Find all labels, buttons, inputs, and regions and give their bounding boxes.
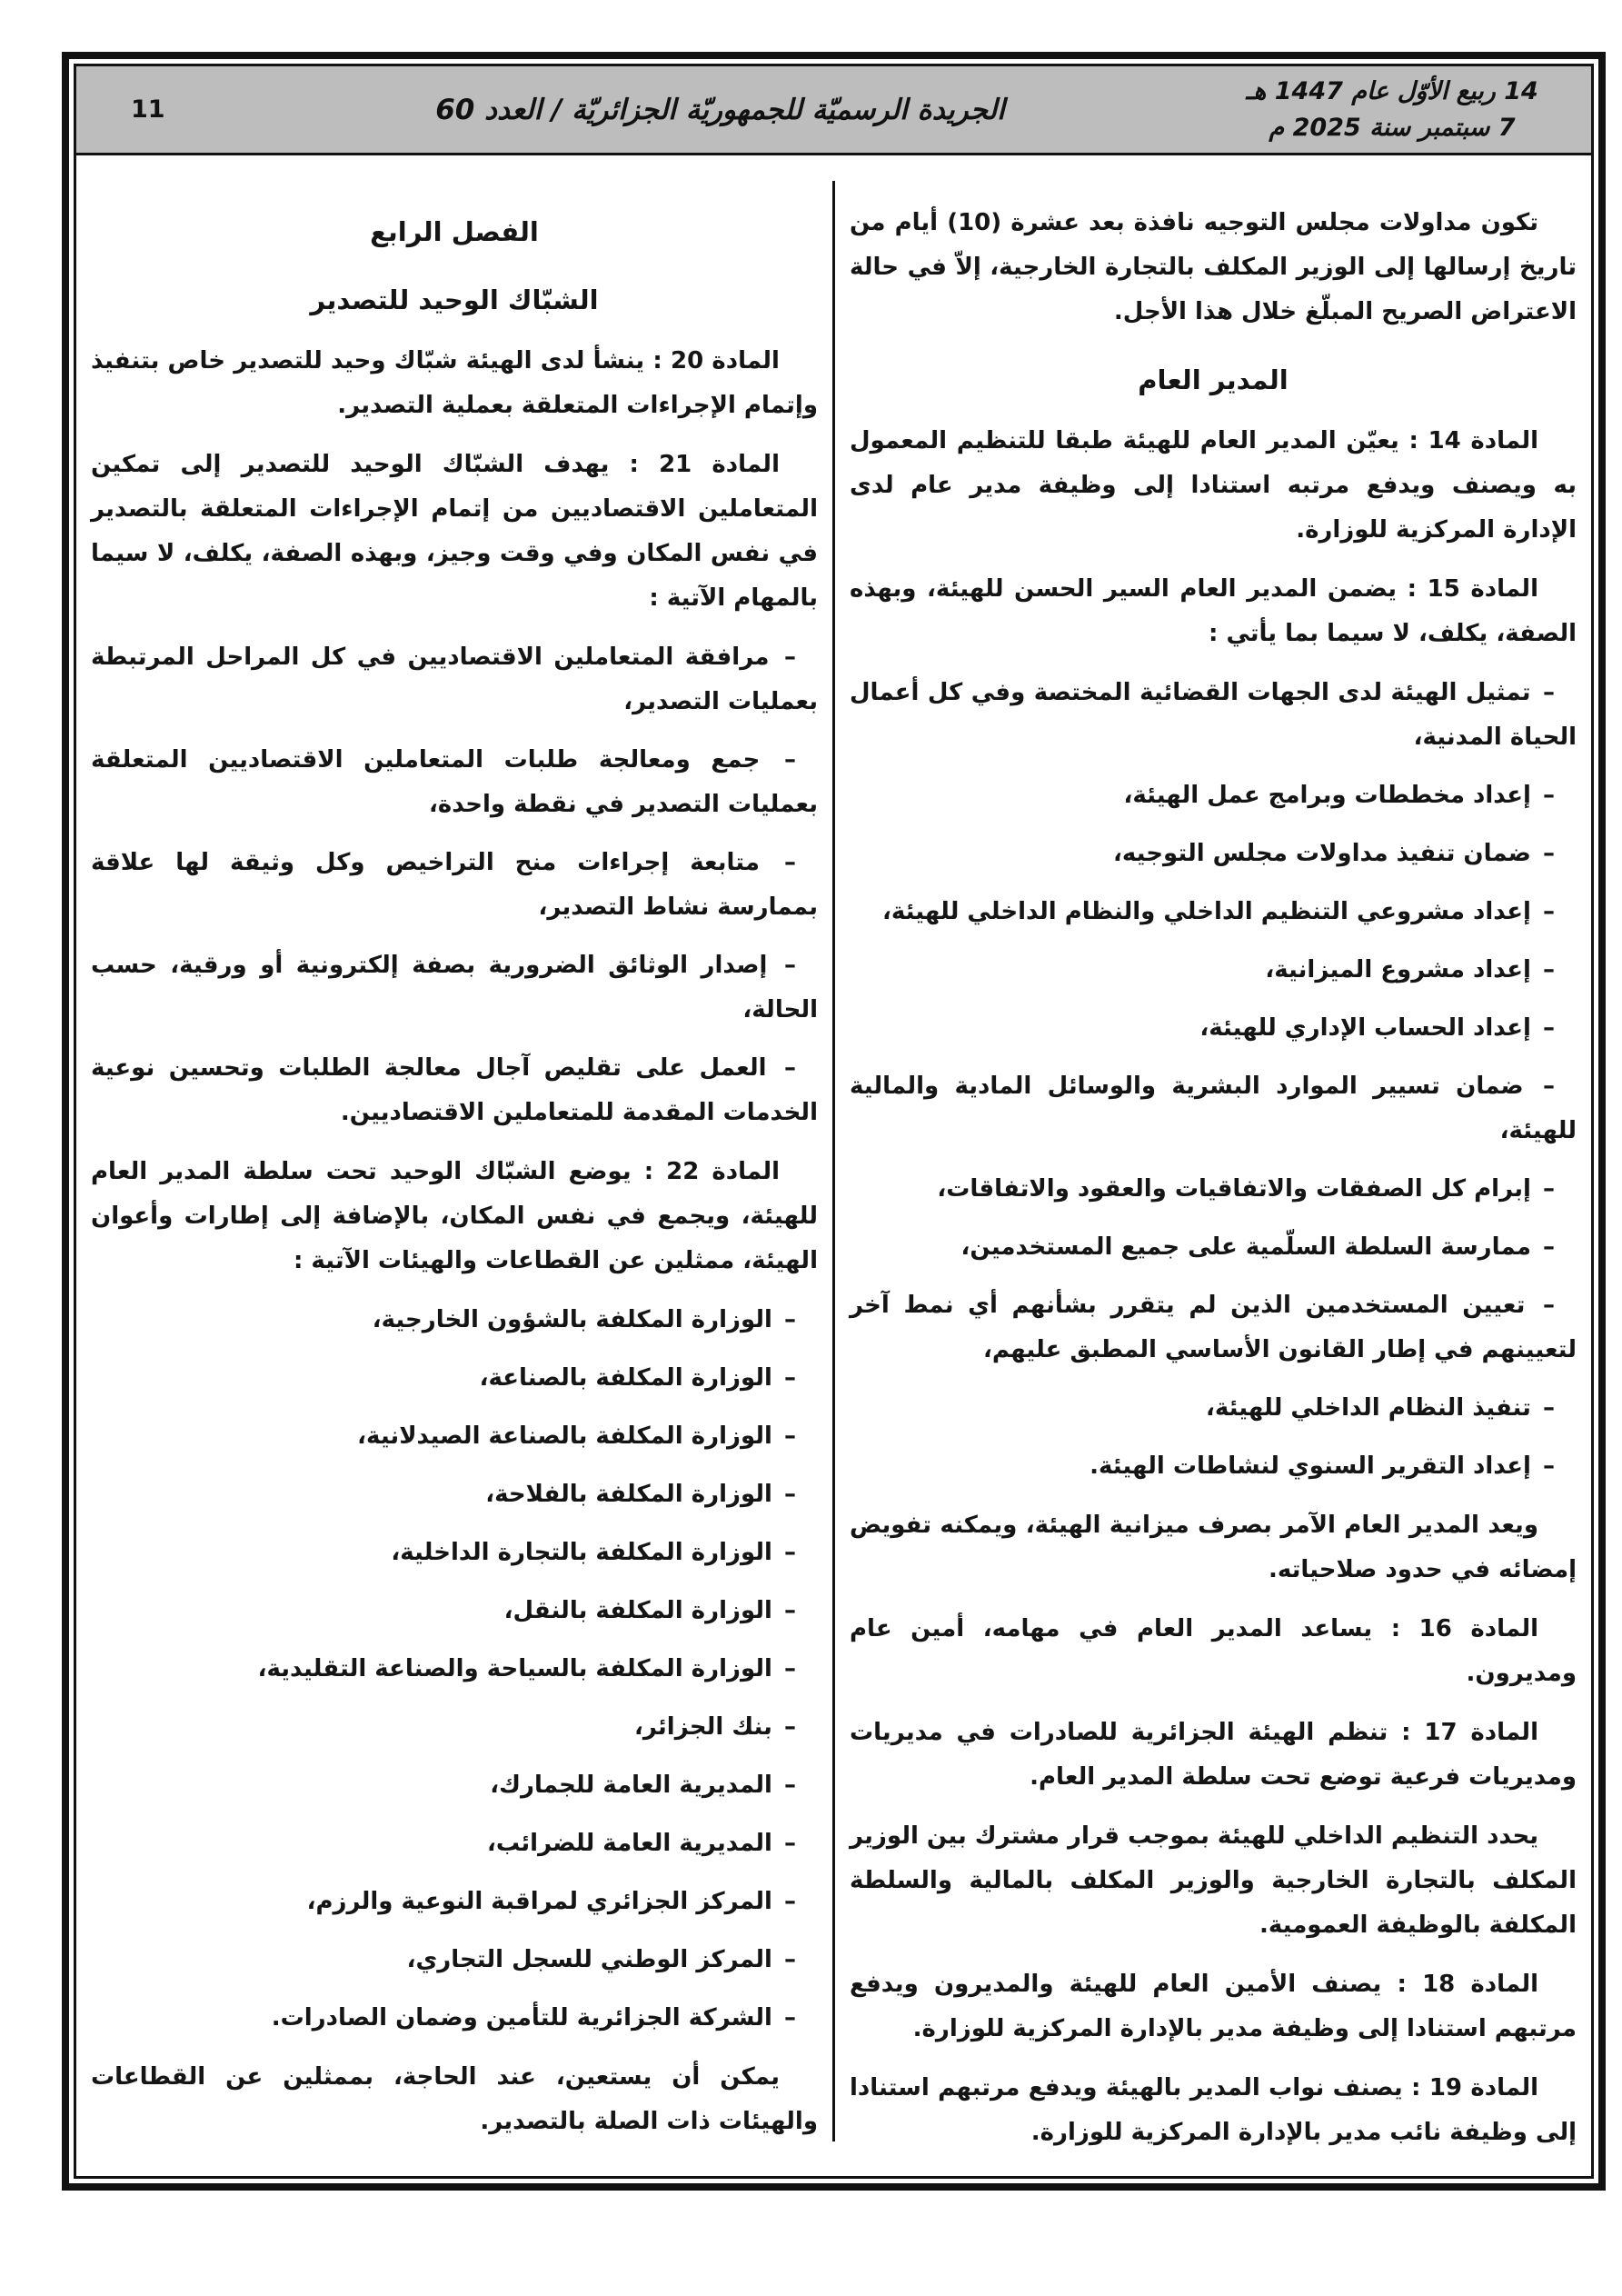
list-item bbox=[850, 1064, 1577, 1153]
article-text: يهدف الشبّاك الوحيد للتصدير إلى تمكين المتعاملين الاقتصاديين من إتمام الإجراءات المتعلقة بالتصدير في نفس المكان وفي وقت وجيز، وبهذه الصفة، يكلف، لا سيما بالمهام الآتية : bbox=[91, 451, 818, 612]
article-text: يوضع الشبّاك الوحيد تحت سلطة المدير العام للهيئة، ويجمع في نفس المكان، بالإضافة إلى إطارات وأعوان الهيئة، ممثلين عن القطاعات والهيئات الآتية : bbox=[91, 1158, 818, 1274]
article-number-label: المادة 22 : bbox=[643, 1158, 780, 1185]
dash-bullet: – bbox=[784, 1655, 796, 1682]
dash-bullet: – bbox=[784, 952, 796, 979]
article-number-label: المادة 19 : bbox=[1411, 2074, 1538, 2101]
list-item bbox=[850, 832, 1577, 876]
list-item bbox=[850, 890, 1577, 934]
dash-bullet: – bbox=[784, 1888, 796, 1915]
dash-bullet: – bbox=[1543, 1014, 1555, 1042]
list-item-text: إصدار الوثائق الضرورية بصفة إلكترونية أو ورقية، حسب الحالة، bbox=[91, 952, 818, 1023]
page-number: 11 bbox=[131, 95, 165, 124]
dash-bullet: – bbox=[784, 746, 796, 774]
article-paragraph bbox=[850, 1711, 1577, 1800]
dash-bullet: – bbox=[784, 1713, 796, 1741]
list-item bbox=[850, 1283, 1577, 1373]
list-item-text: الوزارة المكلفة بالشؤون الخارجية، bbox=[372, 1306, 772, 1333]
paragraph bbox=[850, 1814, 1577, 1948]
list-item bbox=[91, 1356, 818, 1401]
list-item bbox=[91, 1046, 818, 1135]
dash-bullet: – bbox=[1543, 1073, 1555, 1100]
list-item bbox=[850, 1225, 1577, 1270]
article-number-label: المادة 14 : bbox=[1408, 427, 1538, 454]
list-item bbox=[91, 1531, 818, 1575]
list-item-text: المركز الوطني للسجل التجاري، bbox=[406, 1946, 772, 1973]
list-item-text: المديرية العامة للضرائب، bbox=[487, 1830, 772, 1857]
section-heading-text: المدير العام bbox=[1138, 364, 1289, 395]
list-item bbox=[91, 1996, 818, 2041]
list-item bbox=[91, 1589, 818, 1633]
article-text: يعيّن المدير العام للهيئة طبقا للتنظيم المعمول به ويصنف ويدفع مرتبه استنادا إلى وظيفة مدير عام لدى الإدارة المركزية للوزارة. bbox=[850, 427, 1577, 544]
article-paragraph bbox=[850, 1607, 1577, 1696]
dash-bullet: – bbox=[1543, 679, 1555, 706]
dash-bullet: – bbox=[784, 1423, 796, 1450]
dash-bullet: – bbox=[784, 2004, 796, 2031]
journal-title: الجريدة الرسميّة للجمهوريّة الجزائريّة / العدد 60 bbox=[435, 93, 1005, 126]
masthead bbox=[76, 66, 1591, 155]
list-item-text: الشركة الجزائرية للتأمين وضمان الصادرات. bbox=[271, 2004, 772, 2031]
list-item-text: الوزارة المكلفة بالتجارة الداخلية، bbox=[391, 1539, 772, 1566]
dash-bullet: – bbox=[1543, 1452, 1555, 1480]
list-item-text: الوزارة المكلفة بالسياحة والصناعة التقليدية، bbox=[257, 1655, 772, 1682]
list-item-text: متابعة إجراءات منح التراخيص وكل وثيقة لها علاقة بممارسة نشاط التصدير، bbox=[91, 849, 818, 921]
dash-bullet: – bbox=[784, 1946, 796, 1973]
list-item-text: إعداد مخططات وبرامج عمل الهيئة، bbox=[1123, 782, 1531, 809]
article-text: يصنف نواب المدير بالهيئة ويدفع مرتبهم استنادا إلى وظيفة نائب مدير بالإدارة المركزية للوزارة. bbox=[850, 2074, 1577, 2146]
list-item-text: إعداد الحساب الإداري للهيئة، bbox=[1199, 1014, 1531, 1042]
date-gregorian: 7 سبتمبر سنة 2025 م bbox=[1269, 113, 1516, 142]
list-item bbox=[850, 774, 1577, 818]
section-heading bbox=[850, 358, 1577, 403]
page-body bbox=[76, 155, 1591, 2176]
list-item bbox=[850, 671, 1577, 760]
dash-bullet: – bbox=[784, 849, 796, 876]
list-item-text: المركز الجزائري لمراقبة النوعية والرزم، bbox=[306, 1888, 772, 1915]
article-paragraph bbox=[91, 1150, 818, 1283]
dash-bullet: – bbox=[784, 1306, 796, 1333]
dash-bullet: – bbox=[783, 644, 796, 671]
article-paragraph bbox=[850, 419, 1577, 553]
article-paragraph bbox=[91, 443, 818, 621]
list-item bbox=[850, 1167, 1577, 1212]
list-item-text: الوزارة المكلفة بالفلاحة، bbox=[485, 1481, 772, 1508]
list-item bbox=[850, 1006, 1577, 1051]
paragraph-text: تكون مداولات مجلس التوجيه نافذة بعد عشرة (10) أيام من تاريخ إرسالها إلى الوزير المكلف بالتجارة الخارجية، إلاّ في حالة الاعتراض الصريح المبلّغ خلال هذا الأجل. bbox=[850, 209, 1577, 325]
list-item bbox=[91, 738, 818, 827]
article-number-label: المادة 21 : bbox=[629, 451, 780, 478]
dash-bullet: – bbox=[784, 1481, 796, 1508]
list-item-text: ضمان تنفيذ مداولات مجلس التوجيه، bbox=[1113, 840, 1531, 867]
list-item bbox=[91, 1647, 818, 1692]
paragraph bbox=[850, 201, 1577, 334]
article-number-label: المادة 20 : bbox=[652, 347, 780, 374]
dash-bullet: – bbox=[1543, 1292, 1555, 1319]
dash-bullet: – bbox=[784, 1830, 796, 1857]
dash-bullet: – bbox=[1543, 898, 1555, 925]
article-paragraph bbox=[850, 567, 1577, 656]
list-item-text: الوزارة المكلفة بالصناعة الصيدلانية، bbox=[357, 1423, 772, 1450]
article-number-label: المادة 18 : bbox=[1397, 1971, 1538, 1998]
masthead-dates bbox=[1209, 74, 1591, 146]
dash-bullet: – bbox=[784, 1054, 796, 1082]
article-text: يصنف الأمين العام للهيئة والمديرون ويدفع مرتبهم استنادا إلى وظيفة مدير بالإدارة المركزية للوزارة. bbox=[850, 1971, 1577, 2042]
list-item bbox=[91, 1763, 818, 1808]
article-paragraph bbox=[850, 1962, 1577, 2051]
list-item bbox=[91, 1414, 818, 1459]
list-item-text: الوزارة المكلفة بالنقل، bbox=[503, 1597, 772, 1624]
paragraph-text: ويعد المدير العام الآمر بصرف ميزانية الهيئة، ويمكنه تفويض إمضائه في حدود صلاحياته. bbox=[850, 1512, 1577, 1583]
article-text: يساعد المدير العام في مهامه، أمين عام ومديرون. bbox=[850, 1615, 1577, 1687]
list-item bbox=[850, 948, 1577, 993]
list-item-text: إعداد التقرير السنوي لنشاطات الهيئة. bbox=[1090, 1452, 1531, 1480]
article-paragraph bbox=[850, 2066, 1577, 2155]
article-text: يضمن المدير العام السير الحسن للهيئة، وبهذه الصفة، يكلف، لا سيما بما يأتي : bbox=[850, 575, 1577, 647]
paragraph bbox=[850, 1503, 1577, 1592]
list-item-text: تمثيل الهيئة لدى الجهات القضائية المختصة وفي كل أعمال الحياة المدنية، bbox=[850, 679, 1577, 751]
list-item-text: مرافقة المتعاملين الاقتصاديين في كل المراحل المرتبطة بعمليات التصدير، bbox=[91, 644, 818, 715]
article-paragraph bbox=[91, 339, 818, 428]
list-item bbox=[91, 635, 818, 724]
list-item-text: جمع ومعالجة طلبات المتعاملين الاقتصاديين المتعلقة بعمليات التصدير في نقطة واحدة، bbox=[91, 746, 818, 818]
list-item bbox=[850, 1386, 1577, 1431]
column-left bbox=[76, 181, 832, 2176]
list-item-text: ممارسة السلطة السلّمية على جميع المستخدمين، bbox=[960, 1233, 1531, 1261]
dash-bullet: – bbox=[784, 1772, 796, 1799]
list-item bbox=[91, 943, 818, 1033]
list-item bbox=[91, 1822, 818, 1866]
page-inner-frame bbox=[74, 64, 1594, 2179]
paragraph-text: يمكن أن يستعين، عند الحاجة، بممثلين عن القطاعات والهيئات ذات الصلة بالتصدير. bbox=[91, 2063, 818, 2135]
article-number-label: المادة 17 : bbox=[1401, 1719, 1538, 1746]
list-item bbox=[91, 1880, 818, 1924]
list-item bbox=[91, 841, 818, 930]
list-item-text: إعداد مشروعي التنظيم الداخلي والنظام الداخلي للهيئة، bbox=[881, 898, 1531, 925]
list-item-text: تنفيذ النظام الداخلي للهيئة، bbox=[1205, 1394, 1531, 1422]
dash-bullet: – bbox=[1543, 840, 1555, 867]
section-heading-text: الشبّاك الوحيد للتصدير bbox=[310, 285, 599, 315]
list-item-text: الوزارة المكلفة بالصناعة، bbox=[479, 1364, 772, 1392]
section-heading-text: الفصل الرابع bbox=[370, 216, 539, 247]
list-item-text: بنك الجزائر، bbox=[633, 1713, 772, 1741]
list-item bbox=[91, 1705, 818, 1750]
list-item-text: ضمان تسيير الموارد البشرية والوسائل المادية والمالية للهيئة، bbox=[850, 1073, 1577, 1144]
dash-bullet: – bbox=[784, 1539, 796, 1566]
list-item-text: المديرية العامة للجمارك، bbox=[490, 1772, 772, 1799]
list-item bbox=[91, 1938, 818, 1982]
list-item bbox=[850, 1444, 1577, 1489]
list-item bbox=[91, 1298, 818, 1343]
list-item-text: إبرام كل الصفقات والاتفاقيات والعقود والاتفاقات، bbox=[937, 1175, 1531, 1203]
list-item-text: تعيين المستخدمين الذين لم يتقرر بشأنهم أي نمط آخر لتعيينهم في إطار القانون الأساسي المطبق عليهم، bbox=[850, 1292, 1577, 1363]
article-number-label: المادة 16 : bbox=[1390, 1615, 1538, 1642]
column-divider bbox=[832, 181, 835, 2141]
list-item-text: إعداد مشروع الميزانية، bbox=[1265, 956, 1531, 983]
article-text: ينشأ لدى الهيئة شبّاك وحيد للتصدير خاص بتنفيذ وإتمام الإجراءات المتعلقة بعملية التصدير. bbox=[91, 347, 818, 419]
dash-bullet: – bbox=[784, 1364, 796, 1392]
dash-bullet: – bbox=[784, 1597, 796, 1624]
list-item-text: العمل على تقليص آجال معالجة الطلبات وتحسين نوعية الخدمات المقدمة للمتعاملين الاقتصاديين. bbox=[91, 1054, 818, 1126]
column-right bbox=[835, 181, 1591, 2176]
section-heading bbox=[91, 210, 818, 255]
page-frame bbox=[62, 52, 1606, 2191]
article-number-label: المادة 15 : bbox=[1407, 575, 1538, 603]
article-text: تنظم الهيئة الجزائرية للصادرات في مديريات ومديريات فرعية توضع تحت سلطة المدير العام. bbox=[850, 1719, 1577, 1791]
paragraph bbox=[91, 2055, 818, 2144]
paragraph-text: يحدد التنظيم الداخلي للهيئة بموجب قرار مشترك بين الوزير المكلف بالتجارة الخارجية والوزير المكلف بالمالية والسلطة المكلفة بالوظيفة العمومية. bbox=[850, 1822, 1577, 1939]
dash-bullet: – bbox=[1543, 1233, 1555, 1261]
dash-bullet: – bbox=[1543, 1394, 1555, 1422]
list-item bbox=[91, 1472, 818, 1517]
dash-bullet: – bbox=[1543, 956, 1555, 983]
dash-bullet: – bbox=[1543, 1175, 1555, 1203]
date-hijri: 14 ربيع الأوّل عام 1447 هـ bbox=[1246, 76, 1538, 105]
dash-bullet: – bbox=[1543, 782, 1555, 809]
section-heading bbox=[91, 278, 818, 323]
